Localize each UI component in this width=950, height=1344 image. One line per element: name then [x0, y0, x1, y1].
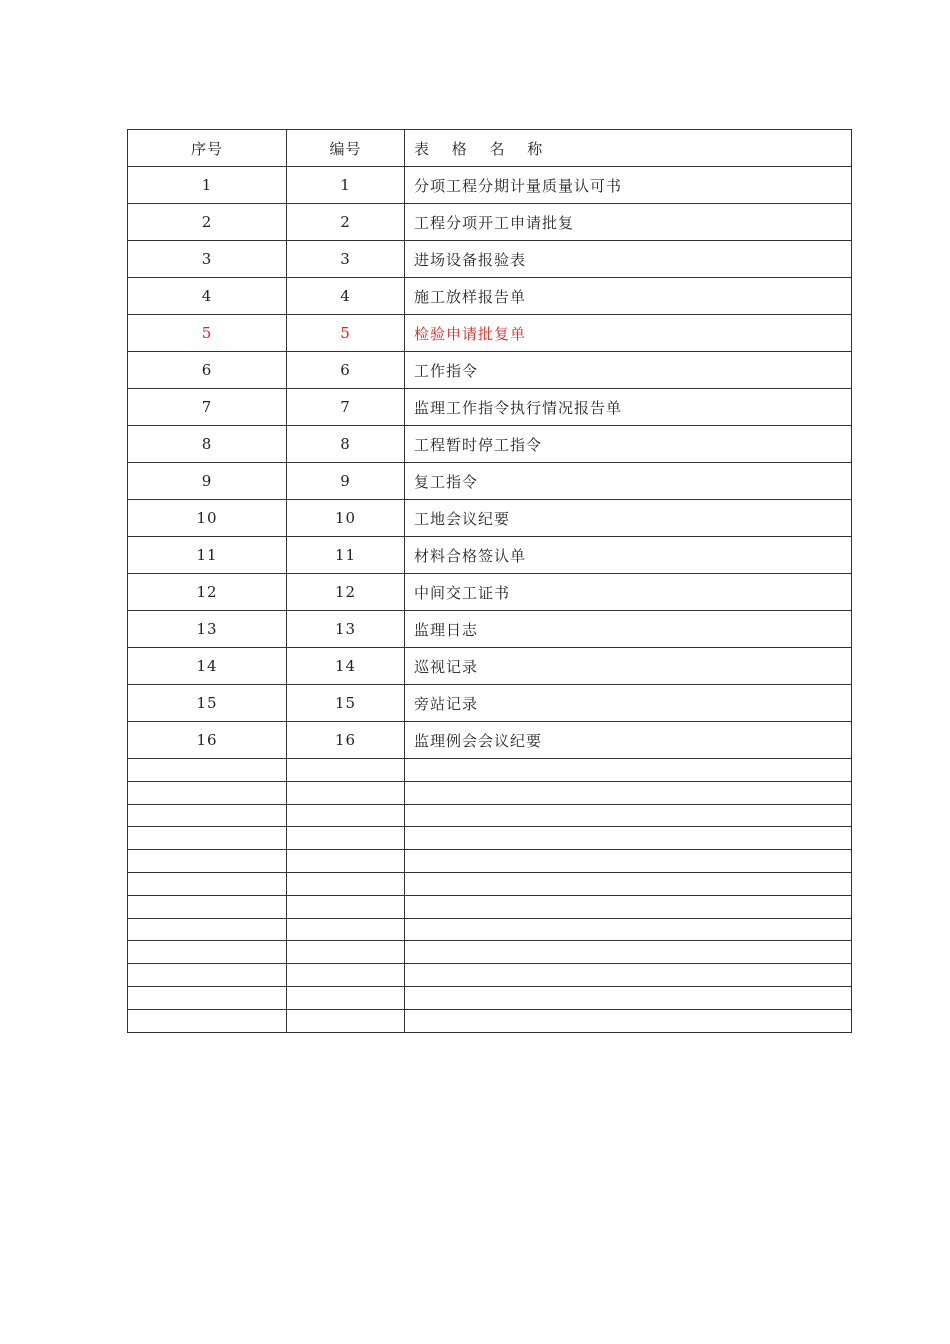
blank-table-row — [128, 781, 852, 804]
row-name-cell: 巡视记录 — [405, 648, 852, 685]
blank-table-row — [128, 1009, 852, 1032]
blank-cell — [128, 804, 287, 827]
row-code-cell: 3 — [287, 241, 405, 278]
table-row — [128, 722, 852, 759]
blank-cell — [405, 895, 852, 918]
blank-cell — [287, 895, 405, 918]
table-row — [128, 352, 852, 389]
row-code-cell: 16 — [287, 722, 405, 759]
blank-cell — [128, 986, 287, 1009]
row-code-cell: 14 — [287, 648, 405, 685]
table-row — [128, 278, 852, 315]
blank-cell — [128, 1009, 287, 1032]
row-seq-cell: 15 — [128, 685, 287, 722]
blank-cell — [405, 804, 852, 827]
row-name-cell: 监理工作指令执行情况报告单 — [405, 389, 852, 426]
row-seq-cell: 9 — [128, 463, 287, 500]
row-seq-cell: 11 — [128, 537, 287, 574]
blank-cell — [128, 781, 287, 804]
row-name-cell: 复工指令 — [405, 463, 852, 500]
table-row — [128, 241, 852, 278]
row-seq-cell: 4 — [128, 278, 287, 315]
blank-cell — [287, 872, 405, 895]
blank-cell — [128, 964, 287, 987]
blank-cell — [287, 941, 405, 964]
row-seq-cell: 1 — [128, 167, 287, 204]
blank-cell — [405, 872, 852, 895]
blank-table-row — [128, 941, 852, 964]
row-seq-cell: 12 — [128, 574, 287, 611]
form-index-table — [127, 129, 852, 1033]
blank-table-row — [128, 918, 852, 941]
blank-table-row — [128, 759, 852, 782]
row-code-cell: 9 — [287, 463, 405, 500]
blank-cell — [287, 1009, 405, 1032]
row-name-cell: 分项工程分期计量质量认可书 — [405, 167, 852, 204]
blank-cell — [128, 827, 287, 850]
blank-cell — [405, 964, 852, 987]
row-code-cell: 11 — [287, 537, 405, 574]
table-row — [128, 685, 852, 722]
row-seq-cell: 16 — [128, 722, 287, 759]
blank-table-row — [128, 827, 852, 850]
row-code-cell: 13 — [287, 611, 405, 648]
blank-cell — [287, 804, 405, 827]
blank-cell — [287, 986, 405, 1009]
blank-cell — [287, 827, 405, 850]
table-row — [128, 426, 852, 463]
row-seq-cell: 13 — [128, 611, 287, 648]
row-name-cell: 工作指令 — [405, 352, 852, 389]
row-code-cell: 7 — [287, 389, 405, 426]
row-code-cell: 10 — [287, 500, 405, 537]
blank-table-row — [128, 986, 852, 1009]
blank-cell — [405, 986, 852, 1009]
row-seq-cell: 6 — [128, 352, 287, 389]
blank-table-row — [128, 872, 852, 895]
row-name-cell: 工程分项开工申请批复 — [405, 204, 852, 241]
table-header-row — [128, 130, 852, 167]
blank-cell — [405, 918, 852, 941]
table-row — [128, 500, 852, 537]
blank-cell — [287, 850, 405, 873]
header-seq: 序号 — [128, 130, 287, 167]
row-code-cell: 6 — [287, 352, 405, 389]
blank-cell — [287, 918, 405, 941]
blank-cell — [405, 827, 852, 850]
blank-cell — [287, 781, 405, 804]
row-name-cell: 监理例会会议纪要 — [405, 722, 852, 759]
row-seq-cell: 3 — [128, 241, 287, 278]
table-row — [128, 204, 852, 241]
row-code-cell: 5 — [287, 315, 405, 352]
row-name-cell: 进场设备报验表 — [405, 241, 852, 278]
blank-cell — [128, 895, 287, 918]
table-row — [128, 574, 852, 611]
row-name-cell: 中间交工证书 — [405, 574, 852, 611]
blank-cell — [128, 759, 287, 782]
row-code-cell: 12 — [287, 574, 405, 611]
blank-cell — [128, 850, 287, 873]
blank-cell — [405, 781, 852, 804]
blank-cell — [287, 759, 405, 782]
row-code-cell: 15 — [287, 685, 405, 722]
row-code-cell: 4 — [287, 278, 405, 315]
row-seq-cell: 10 — [128, 500, 287, 537]
header-code: 编号 — [287, 130, 405, 167]
blank-table-row — [128, 964, 852, 987]
table-row — [128, 463, 852, 500]
row-name-cell: 检验申请批复单 — [405, 315, 852, 352]
blank-table-row — [128, 895, 852, 918]
blank-table-row — [128, 850, 852, 873]
row-name-cell: 工地会议纪要 — [405, 500, 852, 537]
row-seq-cell: 5 — [128, 315, 287, 352]
blank-cell — [405, 759, 852, 782]
row-seq-cell: 7 — [128, 389, 287, 426]
row-name-cell: 施工放样报告单 — [405, 278, 852, 315]
table-row — [128, 315, 852, 352]
blank-cell — [287, 964, 405, 987]
table-row — [128, 648, 852, 685]
row-name-cell: 材料合格签认单 — [405, 537, 852, 574]
row-name-cell: 监理日志 — [405, 611, 852, 648]
blank-cell — [405, 850, 852, 873]
table-row — [128, 537, 852, 574]
row-name-cell: 旁站记录 — [405, 685, 852, 722]
row-seq-cell: 2 — [128, 204, 287, 241]
blank-cell — [128, 872, 287, 895]
row-code-cell: 2 — [287, 204, 405, 241]
blank-table-row — [128, 804, 852, 827]
row-name-cell: 工程暂时停工指令 — [405, 426, 852, 463]
row-seq-cell: 8 — [128, 426, 287, 463]
table-row — [128, 167, 852, 204]
header-name: 表 格 名 称 — [405, 130, 852, 167]
blank-cell — [128, 918, 287, 941]
blank-cell — [405, 1009, 852, 1032]
table-row — [128, 389, 852, 426]
blank-cell — [128, 941, 287, 964]
row-code-cell: 8 — [287, 426, 405, 463]
table-row — [128, 611, 852, 648]
row-code-cell: 1 — [287, 167, 405, 204]
blank-cell — [405, 941, 852, 964]
row-seq-cell: 14 — [128, 648, 287, 685]
